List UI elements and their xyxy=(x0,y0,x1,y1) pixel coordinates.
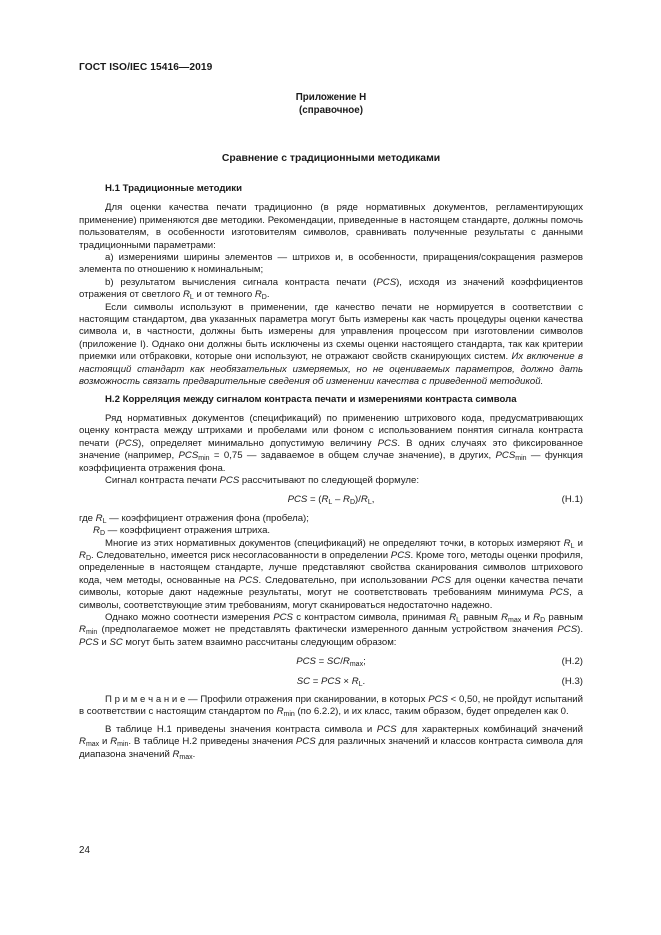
formula-h1 xyxy=(79,494,583,506)
where-clause: где $R_L$ — коэффициент отражения фона (пробела); xyxy=(79,512,309,525)
note: П р и м е ч а н и е — Профили отражения при сканировании, в которых PCS < 0,50, не пройдут испытаний в соответствии с настоящим стандартом по $R_{min}$ (по 6.2.2), и их класс, таким образом, будет определен как 0. xyxy=(79,693,583,719)
formula-number: (Н.3) xyxy=(561,675,583,687)
paragraph: Сигнал контраста печати PCS рассчитывают по следующей формуле: xyxy=(105,474,420,486)
page-title: Сравнение с традиционными методиками xyxy=(221,153,441,164)
formula-h3 xyxy=(79,676,583,688)
paragraph: Если символы используют в применении, где качество печати не нормируется в соответствии с настоящим стандартом, два указанных параметра могут быть измерены как часть процедуры оценки качества символа и, в частности, должны быть измерены для управления процессом при изготовлении символов (приложение I). Однако они должны быть исключены из схемы оценки настоящего стандарта, так как критерии приемки или отбраковки, которые они используют, не отражают свойств сканирующих систем. Их включение в настоящий стандарт как необязательных измеряемых, но не оцениваемых параметров, должно дать возможность связать предварительные сведения об изменении качества с приведенной методикой. xyxy=(79,301,584,388)
paragraph: Многие из этих нормативных документов (спецификаций) не определяют точки, в которых измеряют $R_L$ и $R_D$. Следовательно, имеется риск несогласованности в определении PCS. Кроме того, методы оценки профиля, определенные в настоящем стандарте, лучше представляют свойства сканирования символов штрихового кода, чем методы, основанные на PCS. Следовательно, при использовании PCS для оценки качества печати символы, которые дают надежные результаты, могут не соответствовать требованиям минимума PCS, а символы, соответствующие этим требованиям, могут сканироваться недостаточно надежно. xyxy=(79,537,584,611)
formula-number: (Н.1) xyxy=(561,494,583,506)
formula-expression: PCS = $SC/R_{max}$; xyxy=(296,656,366,669)
paragraph: В таблице Н.1 приведены значения контраста символа и PCS для характерных комбинаций значений $R_{max}$ и $R_{min}$. В таблице Н.2 приведены значения PCS для различных значений и классов контраста символа для диапазона значений $R_{max}$. xyxy=(79,723,583,761)
paragraph: Ряд нормативных документов (спецификаций) по применению штрихового кода, предусматривающих оценку контраста между штрихами и пробелами или фоном с использованием понятия сигнала контраста печати (PCS), определяет минимально допустимую величину PCS. В одних случаях это фиксированное значение (например, $PCS_{min} = 0,75$ — задаваемое в общем случае значение), в других, $PCS_{min}$ — функция коэффициента отражения фона. xyxy=(79,412,583,474)
document-header: ГОСТ ISO/IEC 15416—2019 xyxy=(79,62,213,73)
annex-heading xyxy=(79,92,583,117)
document-body xyxy=(79,183,583,761)
annex-status: (справочное) xyxy=(299,104,363,116)
formula-h2 xyxy=(79,656,583,668)
note-label: П р и м е ч а н и е xyxy=(105,693,186,705)
section-heading-h1: Н.1 Традиционные методики xyxy=(105,183,243,194)
formula-expression: PCS = $(R_L - R_D)/R_L$, xyxy=(287,494,375,507)
paragraph: Для оценки качества печати традиционно (в ряде нормативных документов, регламентирующих применение) применяются две методики. Рекомендации, приведенные в настоящем стандарте, должны помочь пользователям, в особенности изготовителям символов, сравнивать полученные результаты с данными традиционными параметрами: xyxy=(79,202,583,251)
where-clause: $R_D$ — коэффициент отражения штриха. xyxy=(93,525,271,538)
list-item-a: а) измерениями ширины элементов — штрихов и, в особенности, приращения/сокращения размеров элемента по отношению к номинальным; xyxy=(79,252,583,276)
list-item-b: b) результатом вычисления сигнала контраста печати (PCS), исходя из значений коэффициентов отражения от светлого $R_L$ и от темного $R_D$. xyxy=(79,276,583,302)
page-number: 24 xyxy=(79,845,90,856)
paragraph: Однако можно соотнести измерения PCS с контрастом символа, принимая $R_L$ равным $R_{max}$ и $R_D$ равным $R_{min}$ (предполагаемое может не представлять фактически измеренного данным устройством значения PCS). PCS и SC могут быть затем взаимно рассчитаны следующим образом: xyxy=(79,611,583,648)
section-heading-h2: Н.2 Корреляция между сигналом контраста печати и измерениями контраста символа xyxy=(105,393,517,405)
annex-title: Приложение Н xyxy=(295,92,367,103)
formula-expression: SC = PCS × $R_L$. xyxy=(296,675,366,688)
formula-number: (Н.2) xyxy=(561,656,583,668)
